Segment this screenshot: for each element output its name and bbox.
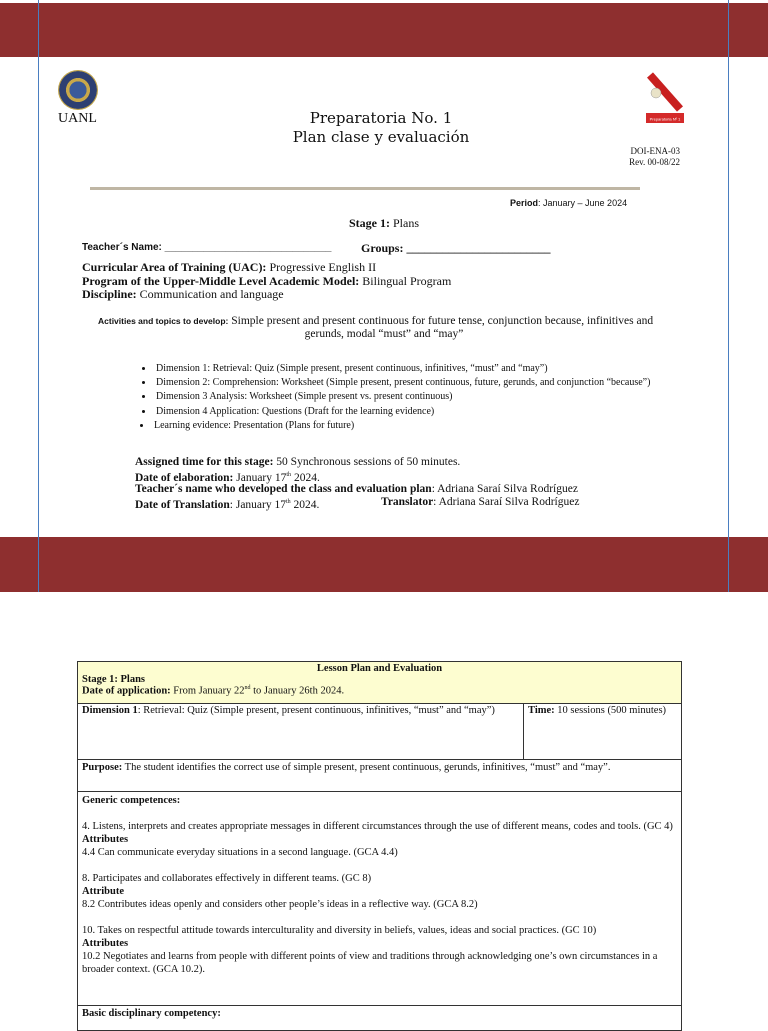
page-edge-right — [728, 0, 729, 592]
doc-code: DOI-ENA-03 — [630, 146, 680, 156]
table-title: Lesson Plan and Evaluation — [316, 663, 443, 674]
program-line: Program of the Upper-Middle Level Academic Model: Bilingual Program — [82, 274, 452, 288]
period: Period: January – June 2024 — [510, 198, 628, 208]
uanl-seal-logo — [58, 70, 98, 110]
dimensions-list — [136, 362, 650, 433]
table-row-basic-competency: Basic disciplinary competency: — [82, 1008, 221, 1019]
stage-heading: Stage 1: Plans — [348, 216, 419, 230]
preparatoria-logo-text: Preparatoria Nº 1 — [649, 116, 681, 122]
dimension-cell: Dimension 1: Retrieval: Quiz (Simple present, present continuous, infinitives, “must” and “may”) — [78, 704, 524, 759]
table-row-purpose: Purpose: The student identifies the correct use of simple present, present continuous, gerunds, infinitives, “must” and “may”. — [78, 760, 681, 792]
discipline-line: Discipline: Communication and language — [82, 287, 284, 301]
list-item: • Dimension 1: Retrieval: Quiz (Simple present, present continuous, infinitives, “must” and “may”) — [154, 362, 650, 376]
teacher-name-field: Teacher´s Name: ______________________________ — [82, 242, 332, 253]
list-item: • Dimension 2: Comprehension: Worksheet (Simple present, present continuous, future, gerunds, and conjunction “because”) — [154, 376, 650, 390]
title-line-1: Preparatoria No. 1 — [309, 109, 453, 127]
header-divider — [90, 187, 640, 190]
application-date: Date of application: From January 22nd to January 26th 2024. — [82, 685, 345, 697]
elaboration-date: Date of elaboration: January 17th 2024. — [135, 471, 320, 484]
institution-name: UANL — [58, 111, 97, 126]
translation-date: Date of Translation: January 17th 2024. — [135, 498, 320, 511]
groups-field: Groups: ________________________ — [361, 241, 551, 255]
table-row-dimension — [78, 704, 681, 760]
table-header — [78, 662, 681, 704]
activities-topics: Activities and topics to develop: Simple present and present continuous for future tense, conjunction because, infinitives and — [98, 315, 654, 327]
list-item: • Dimension 3 Analysis: Worksheet (Simple present vs. present continuous) — [154, 390, 650, 404]
title-line-2: Plan clase y evaluación — [292, 128, 470, 146]
uac-line: Curricular Area of Training (UAC): Progressive English II — [82, 260, 377, 274]
header-band-top — [0, 3, 768, 57]
table-row-generic-competences: Generic competences: 4. Listens, interprets and creates appropriate messages in different circumstances through the use of different means, codes and tools. (GC 4) Attributes 4.4 Can communicate everyday situations in a second language. (GCA 4.4) 8. Participates and collaborates effectively in different teams. (GC 8) Attribute 8.2 Contributes ideas openly and considers other people’s ideas in a reflective way. (GCA 8.2) 10. Takes on respectful attitude towards interculturality and diversity in beliefs, values, ideas and social practices. (GC 10) Attributes 10.2 Negotiates and learns from people with different points of view and traditions through acknowledging one’s own circumstances in a broader context. (GCA 10.2). — [78, 792, 681, 1006]
assigned-time: Assigned time for this stage: 50 Synchronous sessions of 50 minutes. — [135, 456, 461, 468]
lesson-plan-table — [77, 661, 682, 1031]
doc-revision: Rev. 00-08/22 — [629, 157, 680, 167]
footer-band — [0, 537, 768, 592]
activities-topics-line2: gerunds, modal “must” and “may” — [304, 328, 464, 340]
list-item: • Dimension 4 Application: Questions (Draft for the learning evidence) — [154, 405, 650, 419]
page-edge-left — [38, 0, 39, 592]
translator-line: Translator: Adriana Saraí Silva Rodríguez — [381, 496, 580, 508]
table-stage: Stage 1: Plans — [82, 674, 145, 685]
list-item: • Learning evidence: Presentation (Plans for future) — [152, 419, 650, 433]
developer-line: Teacher´s name who developed the class and evaluation plan: Adriana Saraí Silva Rodríguez — [135, 483, 578, 495]
time-cell: Time: 10 sessions (500 minutes) — [528, 705, 667, 716]
